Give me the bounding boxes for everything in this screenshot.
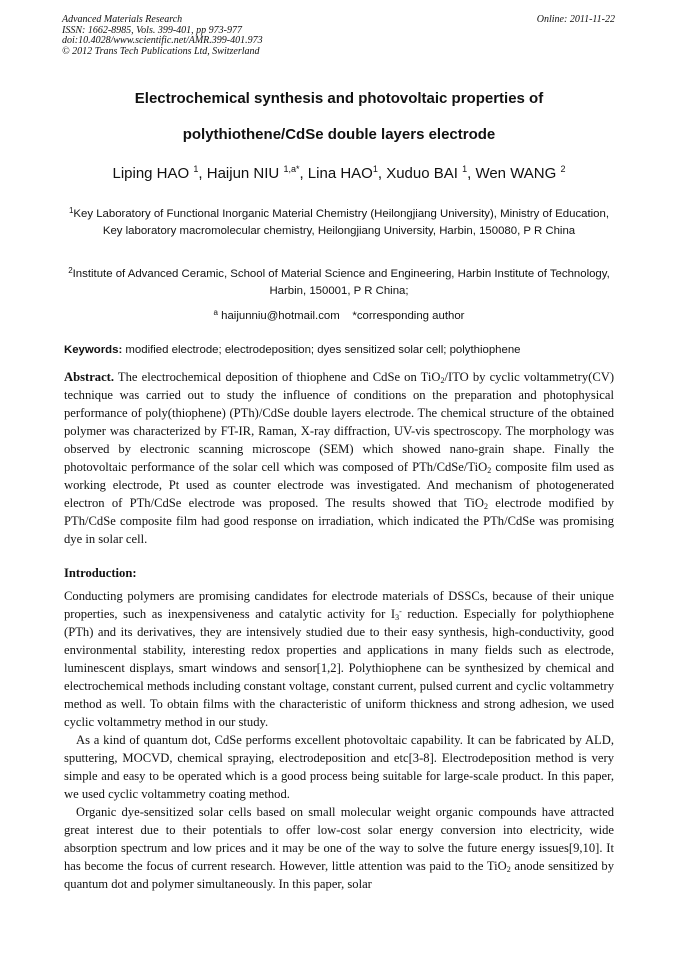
paper-title-line-2: polythiothene/CdSe double layers electrode — [182, 126, 496, 143]
online-date: Online: 2011-11-22 — [536, 14, 615, 25]
paragraph: As a kind of quantum dot, CdSe performs excellent photovoltaic capability. It can be fabricated by ALD, sputtering, MOCVD, chemical spraying, electrodeposition and etc[3-8]. Electrodeposition method is very simple and easy to be operated which is a good process being suitable for large-scale product. In this paper, we used cyclic voltammetry coating method. — [64, 733, 614, 801]
author: Wen WANG $^2$ — [475, 164, 566, 182]
abstract: Abstract. The electrochemical deposition of thiophene and CdSe on TiO$_2$/ITO by cyclic voltammetry(CV) technique was carried out to study the influence of conditions on the preparation and photophysical performance of poly(thiophene) (PTh)/CdSe double layers electrode. The chemical structure of the obtained polymer was characterized by FT-IR, Raman, X-ray diffraction, UV-vis spectroscopy. The morphology was observed by electronic scanning microscope (SEM) which showed nano-grain shape. Finally the photovoltaic performance of the solar cell which was composed of PTh/CdSe/TiO$_2$ composite film used as working electrode, Pt used as counter electrode was investigated. And mechanism of photogenerated electron of PTh/CdSe electrode was proposed. The results showed that TiO$_2$ electrode modified by PTh/CdSe composite film had good response on irradiation, which indicated the PTh/CdSe was promising dye in solar cell. — [64, 370, 615, 546]
abstract-label: Abstract. — [64, 370, 115, 384]
keywords — [64, 344, 614, 356]
contact-email-line: $^a$ haijunniu@hotmail.com *corresponding author — [213, 308, 465, 322]
introduction-body — [64, 587, 614, 893]
keywords-text: modified electrode; electrodeposition; dyes sensitized solar cell; polythiophene — [125, 344, 521, 356]
paragraph: Organic dye-sensitized solar cells based on small molecular weight organic compounds have attracted great interest due to their potentials to offer low-cost solar energy conversion into electricity, wide absorption spectrum and low prices and it may be one of the way to solve the future energy issues[9,10]. It has become the focus of current research. However, little attention was paid to the TiO$_2$ anode sensitized by quantum dot and polymer simultaneously. In this paper, solar — [64, 805, 614, 891]
affiliation-2: $^2$Institute of Advanced Ceramic, School of Material Science and Engineering, Harbin Institute of Technology, Harbin, 150001, P R China; — [68, 266, 610, 297]
doi-line[interactable]: doi:10.4028/www.scientific.net/AMR.399-401.973 — [62, 35, 263, 46]
author: Lina HAO$^1$, — [307, 164, 387, 182]
affiliation-1: $^1$Key Laboratory of Functional Inorganic Material Chemistry (Heilongjiang University), Ministry of Education, Key laboratory macromolecular chemistry, Heilongjiang University, Harbin, 150080, P R China — [68, 206, 610, 237]
issn-line: ISSN: 1662-8985, Vols. 399-401, pp 973-977 — [62, 24, 242, 36]
author: Haijun NIU $^{1,a*}$, — [206, 164, 308, 182]
email-link[interactable]: haijunniu@hotmail.com — [221, 310, 340, 322]
journal-name: Advanced Materials Research — [62, 14, 183, 25]
paragraph: Conducting polymers are promising candidates for electrode materials of DSSCs, because of their unique properties, such as inexpensiveness and catalytic activity for $I_3^-$ reduction. Especially for polythiophene (PTh) and its derivatives, they are intensively studied due to their easy synthesis, high-conductivity, good environmental stability, interesting redox properties and applications in many fields such as electrode, luminescent displays, smart windows and sensor[1,2]. Polythiophene can be synthesized by chemical and electrochemical methods including constant voltage, constant current, pulsed current and cyclic voltammetry method as well. To obtain films with the characteristic of uniform thickness and strong adhesion, we used cyclic voltammetry method in our study. — [64, 589, 615, 729]
author: Xuduo BAI $^1$, — [386, 164, 476, 182]
running-header — [62, 15, 615, 57]
copyright-line: © 2012 Trans Tech Publications Ltd, Switzerland — [62, 45, 260, 57]
author-list — [40, 164, 638, 182]
corresponding-note: *corresponding author — [352, 310, 465, 322]
keywords-label: Keywords: — [64, 344, 123, 356]
section-heading-introduction: Introduction: — [64, 566, 137, 580]
author: Liping HAO $^1$, — [112, 164, 207, 182]
paper-title-line-1: Electrochemical synthesis and photovoltaic properties of — [134, 90, 544, 107]
